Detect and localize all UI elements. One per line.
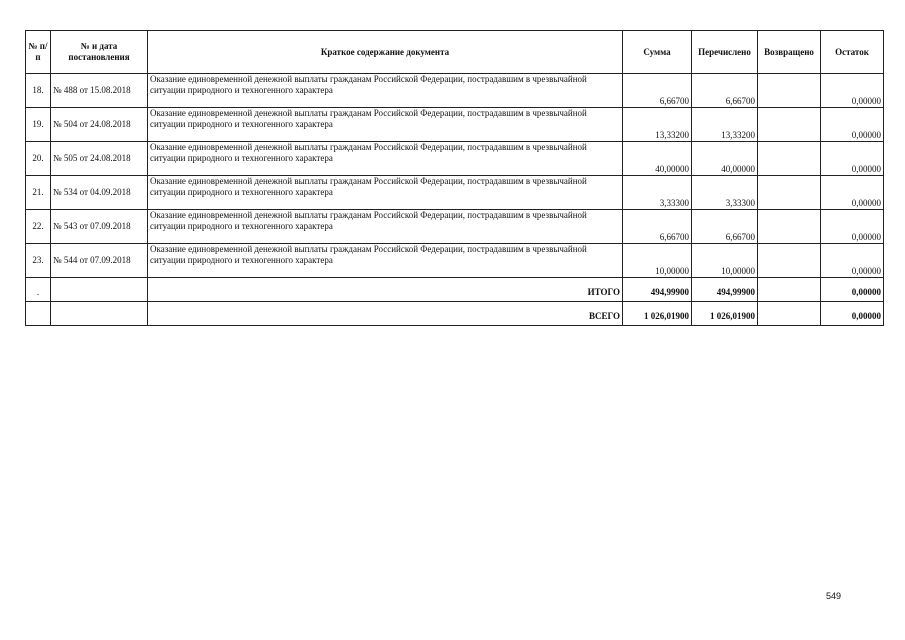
row-sum: 6,66700 [623,74,692,108]
row-sum: 13,33200 [623,108,692,142]
row-summary: Оказание единовременной денежной выплаты гражданам Российской Федерации, пострадавшим в чрезвычайной ситуации природного и техногенного характера [148,176,623,210]
subtotal-remainder: 0,00000 [821,278,884,302]
row-summary: Оказание единовременной денежной выплаты гражданам Российской Федерации, пострадавшим в чрезвычайной ситуации природного и техногенного характера [148,210,623,244]
total-remainder: 0,00000 [821,302,884,326]
total-decree-cell [51,302,148,326]
row-sum: 40,00000 [623,142,692,176]
row-transferred: 3,33300 [692,176,758,210]
row-summary: Оказание единовременной денежной выплаты гражданам Российской Федерации, пострадавшим в чрезвычайной ситуации природного и техногенного характера [148,74,623,108]
total-returned [758,302,821,326]
row-decree: № 544 от 07.09.2018 [51,244,148,278]
row-transferred: 6,66700 [692,74,758,108]
table-body [26,74,884,278]
subtotal-sum: 494,99900 [623,278,692,302]
total-num-cell [26,302,51,326]
header-returned: Возвращено [758,31,821,74]
table-row [26,176,884,210]
row-returned [758,74,821,108]
row-returned [758,142,821,176]
row-sum: 3,33300 [623,176,692,210]
total-label: ВСЕГО [148,302,623,326]
table-row [26,74,884,108]
table-row [26,108,884,142]
row-decree: № 505 от 24.08.2018 [51,142,148,176]
row-num: 22. [26,210,51,244]
row-returned [758,176,821,210]
row-num: 20. [26,142,51,176]
row-summary: Оказание единовременной денежной выплаты гражданам Российской Федерации, пострадавшим в чрезвычайной ситуации природного и техногенного характера [148,108,623,142]
row-returned [758,108,821,142]
row-remainder: 0,00000 [821,176,884,210]
table-row [26,244,884,278]
row-remainder: 0,00000 [821,74,884,108]
total-transferred: 1 026,01900 [692,302,758,326]
row-transferred: 13,33200 [692,108,758,142]
subtotal-returned [758,278,821,302]
row-transferred: 10,00000 [692,244,758,278]
page-number: 549 [826,591,842,601]
subtotal-label: ИТОГО [148,278,623,302]
row-num: 18. [26,74,51,108]
row-transferred: 40,00000 [692,142,758,176]
header-remainder: Остаток [821,31,884,74]
row-sum: 6,66700 [623,210,692,244]
row-num: 23. [26,244,51,278]
row-num: 19. [26,108,51,142]
header-sum: Сумма [623,31,692,74]
header-num: № п/п [26,31,51,74]
total-row [26,302,884,326]
row-summary: Оказание единовременной денежной выплаты гражданам Российской Федерации, пострадавшим в чрезвычайной ситуации природного и техногенного характера [148,244,623,278]
row-decree: № 543 от 07.09.2018 [51,210,148,244]
table-row [26,210,884,244]
header-transferred: Перечислено [692,31,758,74]
row-decree: № 534 от 04.09.2018 [51,176,148,210]
subtotal-num-cell: . [26,278,51,302]
total-sum: 1 026,01900 [623,302,692,326]
row-decree: № 488 от 15.08.2018 [51,74,148,108]
row-sum: 10,00000 [623,244,692,278]
header-summary: Краткое содержание документа [148,31,623,74]
row-num: 21. [26,176,51,210]
row-remainder: 0,00000 [821,244,884,278]
header-decree: № и дата постановления [51,31,148,74]
row-transferred: 6,66700 [692,210,758,244]
row-decree: № 504 от 24.08.2018 [51,108,148,142]
subtotal-decree-cell [51,278,148,302]
row-remainder: 0,00000 [821,210,884,244]
register-table [25,30,884,326]
row-remainder: 0,00000 [821,108,884,142]
subtotal-transferred: 494,99900 [692,278,758,302]
row-remainder: 0,00000 [821,142,884,176]
row-summary: Оказание единовременной денежной выплаты гражданам Российской Федерации, пострадавшим в чрезвычайной ситуации природного и техногенного характера [148,142,623,176]
row-returned [758,210,821,244]
subtotal-row [26,278,884,302]
table-row [26,142,884,176]
row-returned [758,244,821,278]
header-row [26,31,884,74]
